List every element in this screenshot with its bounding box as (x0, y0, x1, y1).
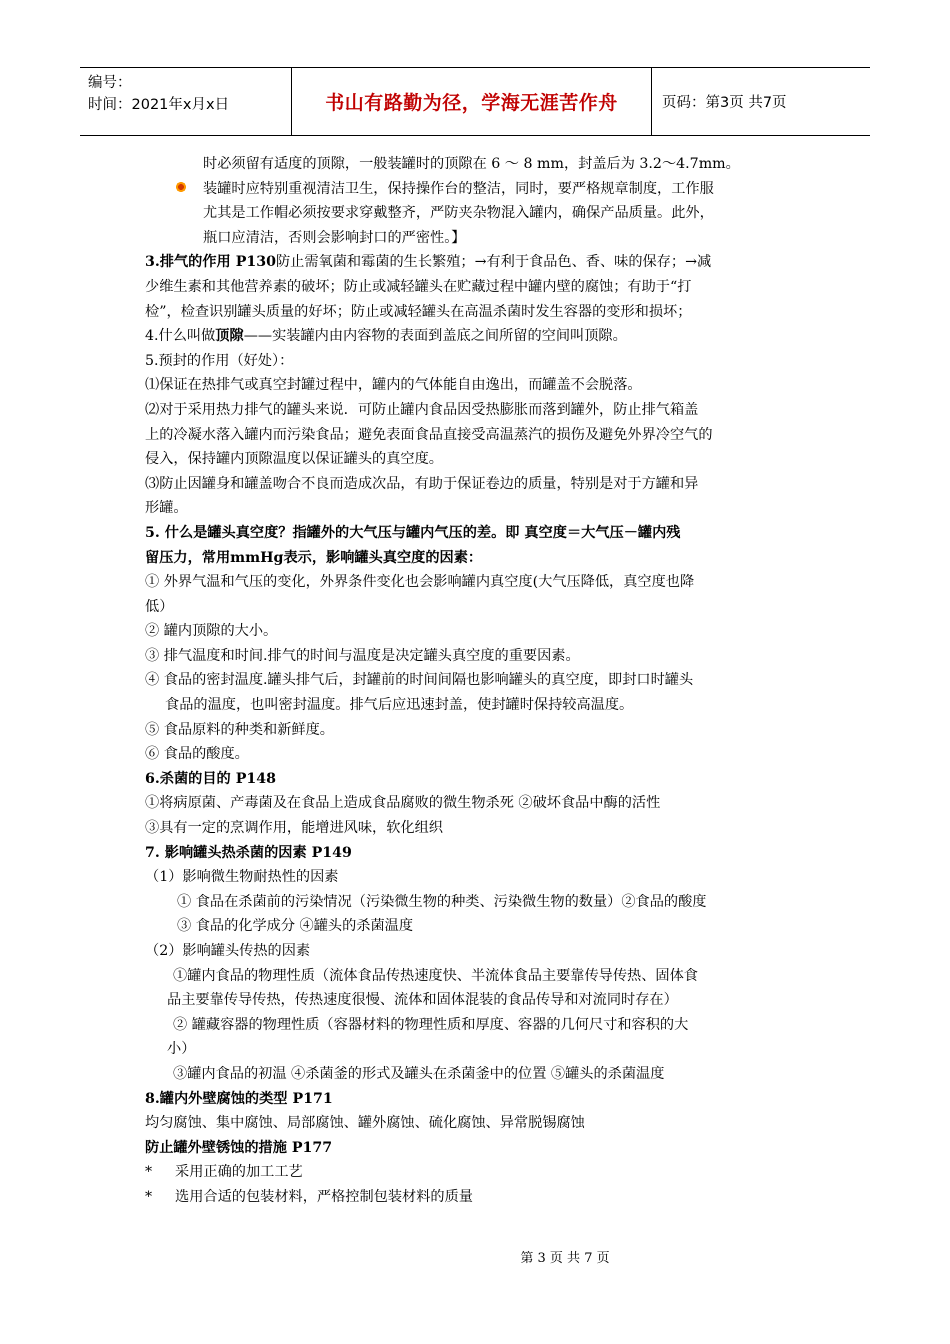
text-span: 选用合适的包装材料，严格控制包装材料的质量 (175, 1188, 473, 1205)
text-line: 侵入，保持罐内顶隙温度以保证罐头的真空度。 (145, 451, 443, 468)
text-span: ——实装罐内由内容物的表面到盖底之间所留的空间叫顶隙。 (243, 328, 627, 345)
text-span: 采用正确的加工工艺 (175, 1164, 303, 1181)
text-line: （1）影响微生物耐热性的因素 (145, 869, 339, 886)
text-line: ③具有一定的烹调作用，能增进风味，软化组织 (145, 820, 443, 837)
text-line: 食品的温度，也叫密封温度。排气后应迅速封盖，使封罐时保持较高温度。 (165, 697, 634, 714)
list-item (145, 1160, 825, 1185)
text-line: ③ 排气温度和时间.排气的时间与温度是决定罐头真空度的重要因素。 (145, 647, 580, 664)
bullet-line (145, 177, 825, 202)
section-heading: 5. 什么是罐头真空度？指罐外的大气压与罐内气压的差。即 真空度＝大气压－罐内残 (145, 524, 681, 541)
text-line: ①将病原菌、产毒菌及在食品上造成食品腐败的微生物杀死 ②破坏食品中酶的活性 (145, 795, 661, 812)
text-line: ⑤ 食品原料的种类和新鲜度。 (145, 721, 334, 738)
text-line: ② 罐内顶隙的大小。 (145, 623, 278, 640)
list-item (145, 1185, 825, 1210)
section-heading: 7. 影响罐头热杀菌的因素 P149 (145, 844, 352, 861)
text-line: 均匀腐蚀、集中腐蚀、局部腐蚀、罐外腐蚀、硫化腐蚀、异常脱锡腐蚀 (145, 1115, 585, 1132)
text-line: ⑥ 食品的酸度。 (145, 746, 249, 763)
text-line: 上的冷凝水落入罐内而污染食品；避免表面食品直接受高温蒸汽的损伤及避免外界冷空气的 (145, 426, 713, 443)
page-header (80, 67, 870, 136)
section-heading: 防止罐外壁锈蚀的措施 P177 (145, 1139, 333, 1156)
header-meta (80, 68, 291, 135)
text-line: ② 罐藏容器的物理性质（容器材料的物理性质和厚度、容器的几何尺寸和容积的大 (173, 1016, 689, 1033)
text-line: 装罐时应特别重视清洁卫生，保持操作台的整洁，同时，要严格规章制度，工作服 (203, 180, 714, 197)
text-line: ①罐内食品的物理性质（流体食品传热速度快、半流体食品主要靠传导传热、固体食 (173, 967, 698, 984)
text-line: 小） (167, 1041, 196, 1058)
time-label: 时间：2021年x月x日 (88, 97, 230, 113)
text-line: ① 食品在杀菌前的污染情况（污染微生物的种类、污染微生物的数量）②食品的酸度 (177, 893, 707, 910)
text-line: 时必须留有适度的顶隙，一般装罐时的顶隙在 6 ～ 8 mm，封盖后为 3.2～4.7mm。 (203, 156, 740, 172)
text-line: 瓶口应清洁，否则会影响封口的严密性。】 (203, 229, 466, 246)
header-page-info: 页码：第3页 共7页 (662, 95, 787, 111)
text-line: ⑴保证在热排气或真空封罐过程中，罐内的气体能自由逸出，而罐盖不会脱落。 (145, 377, 642, 394)
document-body (145, 152, 825, 1210)
text-line: 5.预封的作用（好处）： (145, 352, 294, 369)
star-bullet-icon (173, 179, 189, 195)
term-bold: 顶隙 (215, 328, 244, 345)
header-motto: 书山有路勤为径，学海无涯苦作舟 (291, 68, 652, 135)
text-line: ⑵对于采用热力排气的罐头来说．可防止罐内食品因受热膨胀而落到罐外，防止排气箱盖 (145, 401, 699, 418)
text-line: ④ 食品的密封温度.罐头排气后，封罐前的时间间隔也影响罐头的真空度，即封口时罐头 (145, 672, 694, 689)
asterisk-bullet: * (145, 1188, 153, 1205)
text-line: 品主要靠传导传热，传热速度很慢、流体和固体混装的食品传导和对流同时存在） (167, 992, 678, 1009)
section-heading: 6.杀菌的目的 P148 (145, 770, 276, 787)
section-heading: 3.排气的作用 P130 (145, 254, 276, 271)
number-label: 编号： (88, 75, 132, 91)
text-line: 尤其是工作帽必须按要求穿戴整齐，严防夹杂物混入罐内，确保产品质量。此外， (203, 205, 714, 222)
text-line: 形罐。 (145, 500, 188, 517)
asterisk-bullet: * (145, 1164, 153, 1181)
section-heading: 留压力，常用mmHg表示，影响罐头真空度的因素： (145, 549, 483, 566)
text-line: （2）影响罐头传热的因素 (145, 943, 311, 959)
text-line: 防止需氧菌和霉菌的生长繁殖；→有利于食品色、香、味的保存；→减 (275, 254, 712, 271)
text-line: 少维生素和其他营养素的破坏；防止或减轻罐头在贮藏过程中罐内壁的腐蚀；有助于“打 (145, 278, 692, 295)
text-line: ⑶防止因罐身和罐盖吻合不良而造成次品，有助于保证卷边的质量，特别是对于方罐和异 (145, 475, 699, 492)
text-line: ③ 食品的化学成分 ④罐头的杀菌温度 (177, 918, 414, 935)
section-heading: 8.罐内外壁腐蚀的类型 P171 (145, 1090, 333, 1107)
section-exhaust (145, 250, 825, 275)
text-line: 检”，检查识别罐头质量的好坏；防止或减轻罐头在高温杀菌时发生容器的变形和损坏； (145, 303, 692, 320)
section-headspace (145, 324, 825, 349)
text-span: 4.什么叫做 (145, 328, 216, 345)
page-footer: 第 3 页 共 7 页 (520, 1251, 610, 1266)
text-line: ① 外界气温和气压的变化，外界条件变化也会影响罐内真空度(大气压降低，真空度也降 (145, 574, 695, 591)
text-line: ③罐内食品的初温 ④杀菌釜的形式及罐头在杀菌釜中的位置 ⑤罐头的杀菌温度 (173, 1065, 665, 1082)
text-line: 低） (145, 598, 174, 615)
